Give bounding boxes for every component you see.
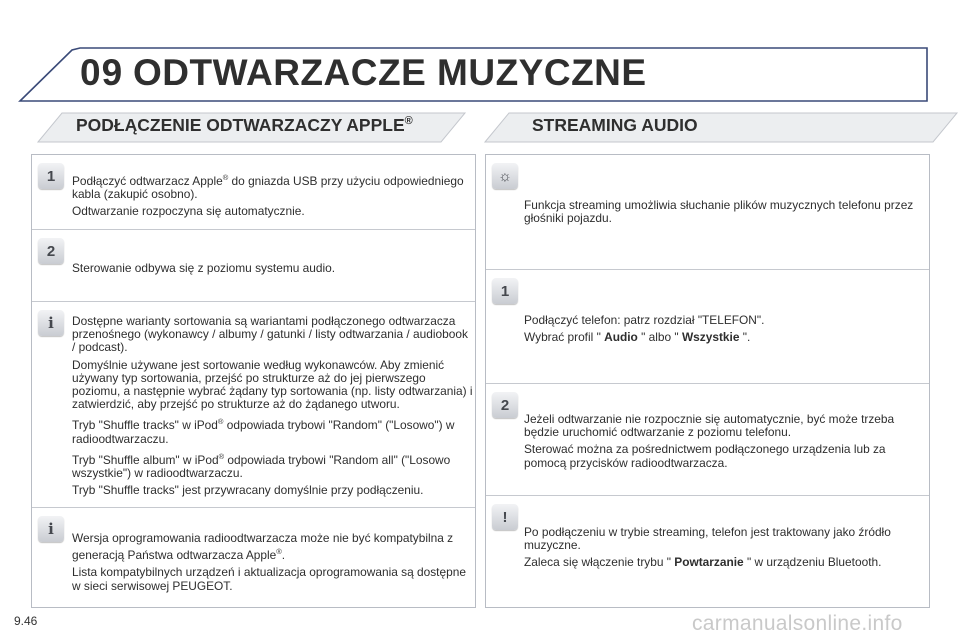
step-1-icon: 1: [38, 163, 64, 189]
right-row-4: [486, 495, 929, 609]
left-row-2-text: [72, 262, 467, 279]
text: Zaleca się włączenie trybu ": [524, 555, 675, 570]
right-row-1-text: [524, 199, 924, 229]
profile-all: Wszystkie: [681, 330, 740, 345]
right-section-title: STREAMING AUDIO: [532, 115, 698, 135]
right-row-2: [486, 269, 929, 383]
chapter-title: ODTWARZACZE MUZYCZNE: [133, 52, 647, 93]
left-row-3-text: [72, 315, 474, 501]
text: Domyślnie używane jest sortowanie według wykonawców. Aby zmienić używany typ sortowania, przejść po strukturze aż do jej pierwszego poziomu, a następnie wybrać żądany typ sortowania (np. listy odtwarzania) i zatwierdzić, aby przejść po strukturze aż do żądanego utworu.: [72, 357, 473, 412]
left-row-1: [32, 155, 475, 229]
left-row-2: [32, 229, 475, 301]
warning-icon: !: [492, 504, 518, 530]
step-2-icon: 2: [492, 392, 518, 418]
text: Funkcja streaming umożliwia słuchanie plików muzycznych telefonu przez głośniki pojazdu.: [524, 198, 914, 226]
info-icon: i: [38, 516, 64, 542]
text: Tryb "Shuffle album" w iPod: [72, 452, 219, 467]
text: ".: [739, 330, 751, 345]
left-panel: [31, 154, 476, 608]
text: Po podłączeniu w trybie streaming, telefon jest traktowany jako źródło muzyczne.: [524, 525, 891, 553]
text: Lista kompatybilnych urządzeń i aktualizacja oprogramowania są dostępne w sieci serwisowej PEUGEOT.: [72, 565, 466, 593]
left-section-title-text: PODŁĄCZENIE ODTWARZACZY APPLE: [76, 115, 405, 135]
registered-mark: ®: [217, 417, 224, 427]
left-section-title: [76, 115, 413, 136]
step-2-icon: 2: [38, 238, 64, 264]
text: odpowiada trybowi "Random all" ("Losowo wszystkie") w radioodtwarzaczu.: [72, 452, 451, 480]
text: Podłączyć telefon: patrz rozdział "TELEFON".: [524, 313, 765, 327]
registered-mark: ®: [222, 173, 229, 182]
right-row-1: [486, 155, 929, 269]
text: Odtwarzanie rozpoczyna się automatycznie.: [72, 204, 305, 219]
text: do gniazda USB przy użyciu odpowiedniego kabla (zakupić osobno).: [72, 173, 464, 202]
text: " w urządzeniu Bluetooth.: [743, 555, 882, 570]
right-row-4-text: [524, 526, 924, 574]
chapter-number: 09: [80, 52, 124, 93]
text: Sterowanie odbywa się z poziomu systemu audio.: [72, 261, 336, 275]
left-row-4-text: [72, 532, 467, 597]
text: Tryb "Shuffle tracks" w iPod: [72, 418, 218, 433]
text: Podłączyć odtwarzacz Apple: [72, 173, 223, 188]
text: Sterować można za pośrednictwem podłączonego urządzenia lub za pomocą przycisków radioodtwarzacza.: [524, 442, 886, 470]
sun-tip-icon: ☼: [492, 163, 518, 189]
mode-repeat: Powtarzanie: [674, 555, 744, 570]
text: odpowiada trybowi "Random" ("Losowo") w radioodtwarzaczu.: [72, 418, 455, 446]
registered-mark: ®: [404, 115, 413, 128]
text: Wybrać profil ": [524, 330, 605, 345]
right-row-3-text: [524, 413, 928, 474]
info-icon: i: [38, 310, 64, 336]
right-panel: [485, 154, 930, 608]
step-1-icon: 1: [492, 278, 518, 304]
text: Tryb "Shuffle tracks" jest przywracany domyślnie przy podłączeniu.: [72, 483, 424, 498]
right-row-2-text: [524, 314, 924, 348]
right-row-3: [486, 383, 929, 495]
text: " albo ": [637, 330, 682, 345]
text: Wersja oprogramowania radioodtwarzacza może nie być kompatybilna z generacją Państwa odtwarzacza Apple: [72, 531, 454, 563]
left-row-3: [32, 301, 475, 507]
text: .: [281, 548, 286, 563]
page-number: 9.46: [14, 614, 38, 628]
watermark: carmanualsonline.info: [692, 612, 903, 635]
profile-audio: Audio: [604, 330, 638, 345]
text: Dostępne warianty sortowania są wariantami podłączonego odtwarzacza przenośnego (wykonawcy / albumy / gatunki / listy odtwarzania / audiobook / podcast).: [72, 314, 468, 355]
registered-mark: ®: [218, 451, 225, 461]
registered-mark: ®: [276, 547, 282, 557]
left-row-4: [32, 507, 475, 609]
left-row-1-text: [72, 171, 467, 223]
text: Jeżeli odtwarzanie nie rozpocznie się automatycznie, być może trzeba będzie uruchomić odtwarzanie z poziomu telefonu.: [524, 412, 895, 440]
